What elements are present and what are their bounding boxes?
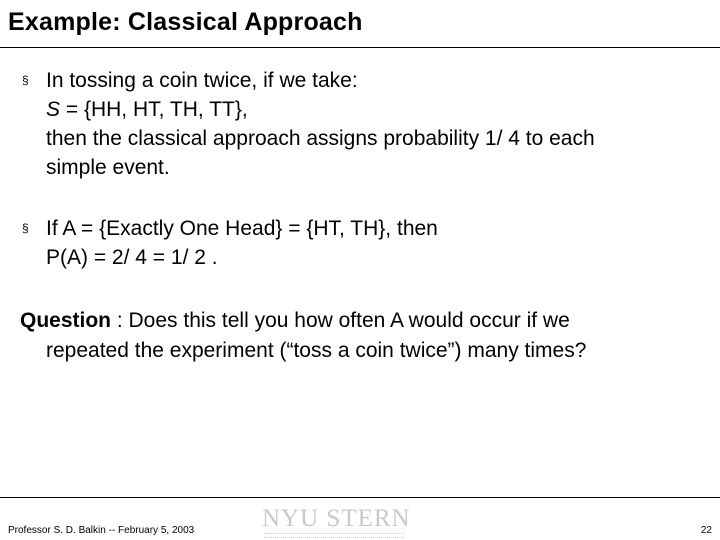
bullet-marker-icon: §: [22, 221, 29, 235]
question-line2: repeated the experiment (“toss a coin twice”) many times?: [46, 339, 587, 362]
logo-tagline-lines: [264, 533, 404, 538]
logo-wordmark: NYU STERN: [262, 505, 411, 532]
sample-space-set: = {HH, HT, TH, TT},: [60, 98, 248, 121]
slide-title: Example: Classical Approach: [8, 8, 363, 36]
bullet2-line2: P(A) = 2/ 4 = 1/ 2 .: [46, 246, 218, 269]
bullet-coin-toss: [22, 66, 702, 182]
bullet-event-a: [22, 214, 702, 272]
footer-divider: [0, 497, 720, 498]
question-text: : Does this tell you how often A would occur if we: [111, 309, 570, 332]
title-divider: [0, 47, 720, 48]
bullet1-line3: then the classical approach assigns probability 1/ 4 to each: [46, 127, 595, 150]
page-number: 22: [700, 525, 712, 536]
bullet2-line1: If A = {Exactly One Head} = {HT, TH}, then: [46, 217, 438, 240]
bullet1-line2: [22, 95, 702, 124]
question-block: [20, 306, 710, 366]
question-line1: [20, 306, 710, 336]
footer-author-date: Professor S. D. Balkin -- February 5, 2003: [8, 525, 195, 536]
bullet1-line4: simple event.: [46, 156, 170, 179]
sample-space-symbol: S: [46, 98, 61, 121]
nyu-stern-logo: [262, 506, 412, 540]
question-label: Question: [20, 309, 112, 332]
bullet1-line1: In tossing a coin twice, if we take:: [46, 69, 358, 92]
bullet-marker-icon: §: [22, 73, 29, 87]
